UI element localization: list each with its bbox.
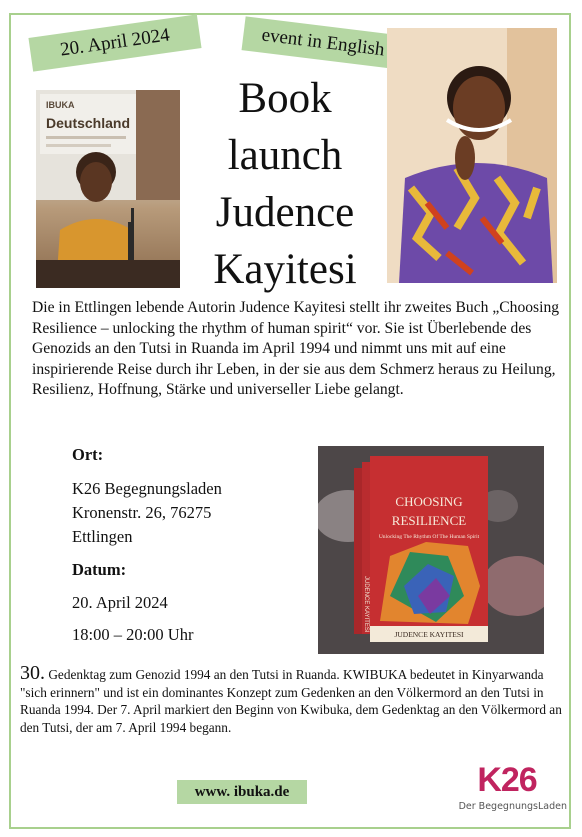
date-label: Datum:	[72, 560, 127, 579]
event-title	[185, 70, 385, 298]
time-value: 18:00 – 20:00 Uhr	[72, 625, 194, 644]
title-line: launch	[227, 132, 343, 179]
date-value: 20. April 2024	[72, 593, 168, 612]
footer-number: 30.	[20, 662, 45, 684]
logo-subtitle: Der BegegnungsLaden	[458, 801, 567, 812]
book-spine-text: JUDENCE KAYITESI	[363, 576, 369, 633]
author-portrait	[387, 28, 557, 283]
banner-title-text: Deutschland	[46, 115, 131, 131]
speaker-photo-illustration	[36, 90, 180, 288]
k26-logo	[447, 763, 567, 818]
book-cover-image	[318, 446, 544, 654]
logo-mark: K26	[477, 761, 537, 799]
place-label: Ort:	[72, 445, 104, 464]
title-line: Kayitesi	[213, 246, 357, 293]
book-subtitle: Unlocking The Rhythm Of The Human Spirit	[378, 534, 480, 540]
book-cover-illustration	[318, 446, 544, 654]
speaker-photo	[36, 90, 180, 288]
website-link[interactable]: www. ibuka.de	[177, 780, 307, 804]
title-line: Book	[238, 75, 332, 122]
intro-paragraph: Die in Ettlingen lebende Autorin Judence Kayitesi stellt ihr zweites Buch „Choosing Resilience – unlocking the rhythm of human spirit“ vor. Sie ist Überlebende des Genozids an den Tutsi in Ruanda im April 1994 und nimmt uns mit auf eine inspirierende Reise durch ihr Leben, in der sie aus dem Schmerz heraus zu Heilung, Resilienz, Hoffnung, Stärke und universeller Liebe gelangt.	[32, 299, 560, 398]
book-title-line2: RESILIENCE	[391, 513, 467, 528]
language-tag-text: event in English	[260, 24, 386, 61]
title-line: Judence	[215, 189, 355, 236]
date-tag-text: 20. April 2024	[58, 24, 172, 61]
author-portrait-illustration	[387, 28, 557, 283]
place-line: K26 Begegnungsladen	[72, 479, 222, 498]
book-title-line1: CHOOSING	[395, 494, 463, 509]
footer-body: Gedenktag zum Genozid 1994 an den Tutsi in Ruanda. KWIBUKA bedeutet in Kinyarwanda "sich erinnern" und ist ein dominantes Konzept zum Gedenken an den Völkermord an den Tutsi in Ruanda 1994. Der 7. April markiert den Beginn von Kwibuka, dem Gedenktag an den Völkermord an den Tutsi, der am 7. April 1994 begann.	[20, 667, 562, 735]
place-line: Kronenstr. 26, 76275	[72, 503, 212, 522]
place-line: Ettlingen	[72, 527, 133, 546]
banner-top-text: IBUKA	[46, 100, 75, 110]
book-author: JUDENCE KAYITESI	[394, 630, 464, 639]
footer-paragraph	[20, 662, 565, 736]
